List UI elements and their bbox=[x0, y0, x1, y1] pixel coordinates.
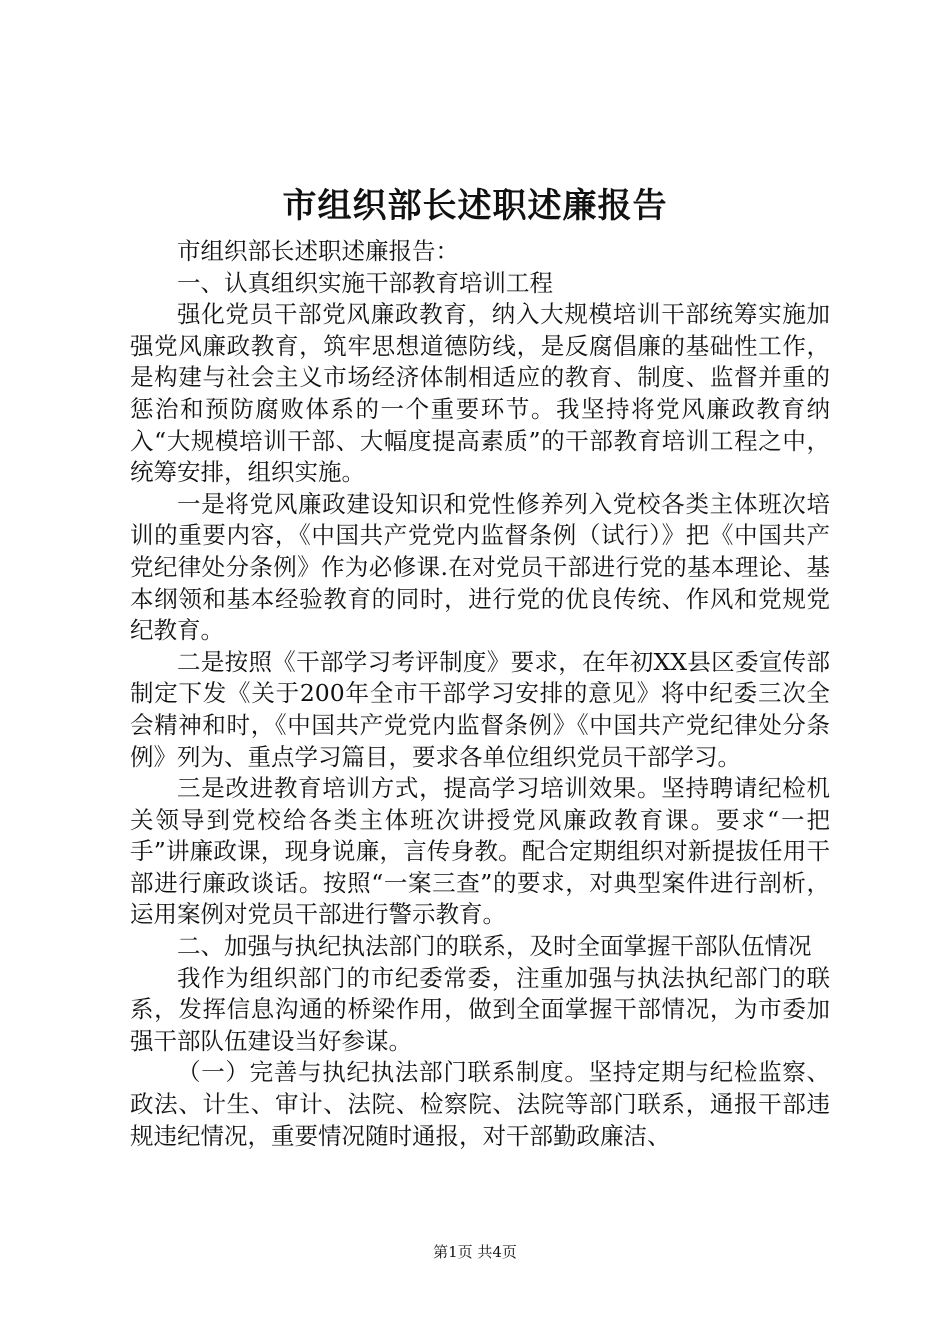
paragraph: 我作为组织部门的市纪委常委，注重加强与执法执纪部门的联系，发挥信息沟通的桥梁作用，做到全面掌握干部情况，为市委加强干部队伍建设当好参谋。 bbox=[130, 963, 830, 1055]
paragraph: 二是按照《干部学习考评制度》要求，在年初XX县区委宣传部制定下发《关于200年全市干部学习安排的意见》将中纪委三次全会精神和时，《中国共产党党内监督条例》《中国共产党纪律处分条例》列为、重点学习篇目，要求各单位组织党员干部学习。 bbox=[130, 647, 830, 771]
paragraph: 三是改进教育培训方式，提高学习培训效果。坚持聘请纪检机关领导到党校给各类主体班次讲授党风廉政教育课。要求“一把手”讲廉政课，现身说廉，言传身教。配合定期组织对新提拔任用干部进行廉政谈话。按照“一案三查”的要求，对典型案件进行剖析，运用案例对党员干部进行警示教育。 bbox=[130, 774, 830, 929]
paragraph: 一是将党风廉政建设知识和党性修养列入党校各类主体班次培训的重要内容，《中国共产党党内监督条例（试行）》把《中国共产党纪律处分条例》作为必修课.在对党员干部进行党的基本理论、基本纲领和基本经验教育的同时，进行党的优良传统、作风和党规党纪教育。 bbox=[130, 489, 830, 645]
document-title: 市组织部长述职述廉报告 bbox=[282, 186, 668, 226]
paragraph-salutation: 市组织部长述职述廉报告： bbox=[177, 237, 459, 265]
paragraph: 强化党员干部党风廉政教育，纳入大规模培训干部统筹实施加强党风廉政教育，筑牢思想道德防线，是反腐倡廉的基础性工作，是构建与社会主义市场经济体制相适应的教育、制度、监督并重的惩治和预防腐败体系的一个重要环节。我坚持将党风廉政教育纳入“大规模培训干部、大幅度提高素质”的干部教育培训工程之中，统筹安排，组织实施。 bbox=[130, 300, 830, 487]
page-number: 第1页 共4页 bbox=[433, 1243, 517, 1261]
paragraph: （一）完善与执纪执法部门联系制度。坚持定期与纪检监察、政法、计生、审计、法院、检察院、法院等部门联系，通报干部违规违纪情况，重要情况随时通报，对干部勤政廉洁、 bbox=[130, 1058, 830, 1150]
section-heading-2: 二、加强与执纪执法部门的联系，及时全面掌握干部队伍情况 bbox=[177, 932, 812, 961]
section-heading-1: 一、认真组织实施干部教育培训工程 bbox=[177, 268, 553, 297]
document-body bbox=[130, 236, 830, 1152]
